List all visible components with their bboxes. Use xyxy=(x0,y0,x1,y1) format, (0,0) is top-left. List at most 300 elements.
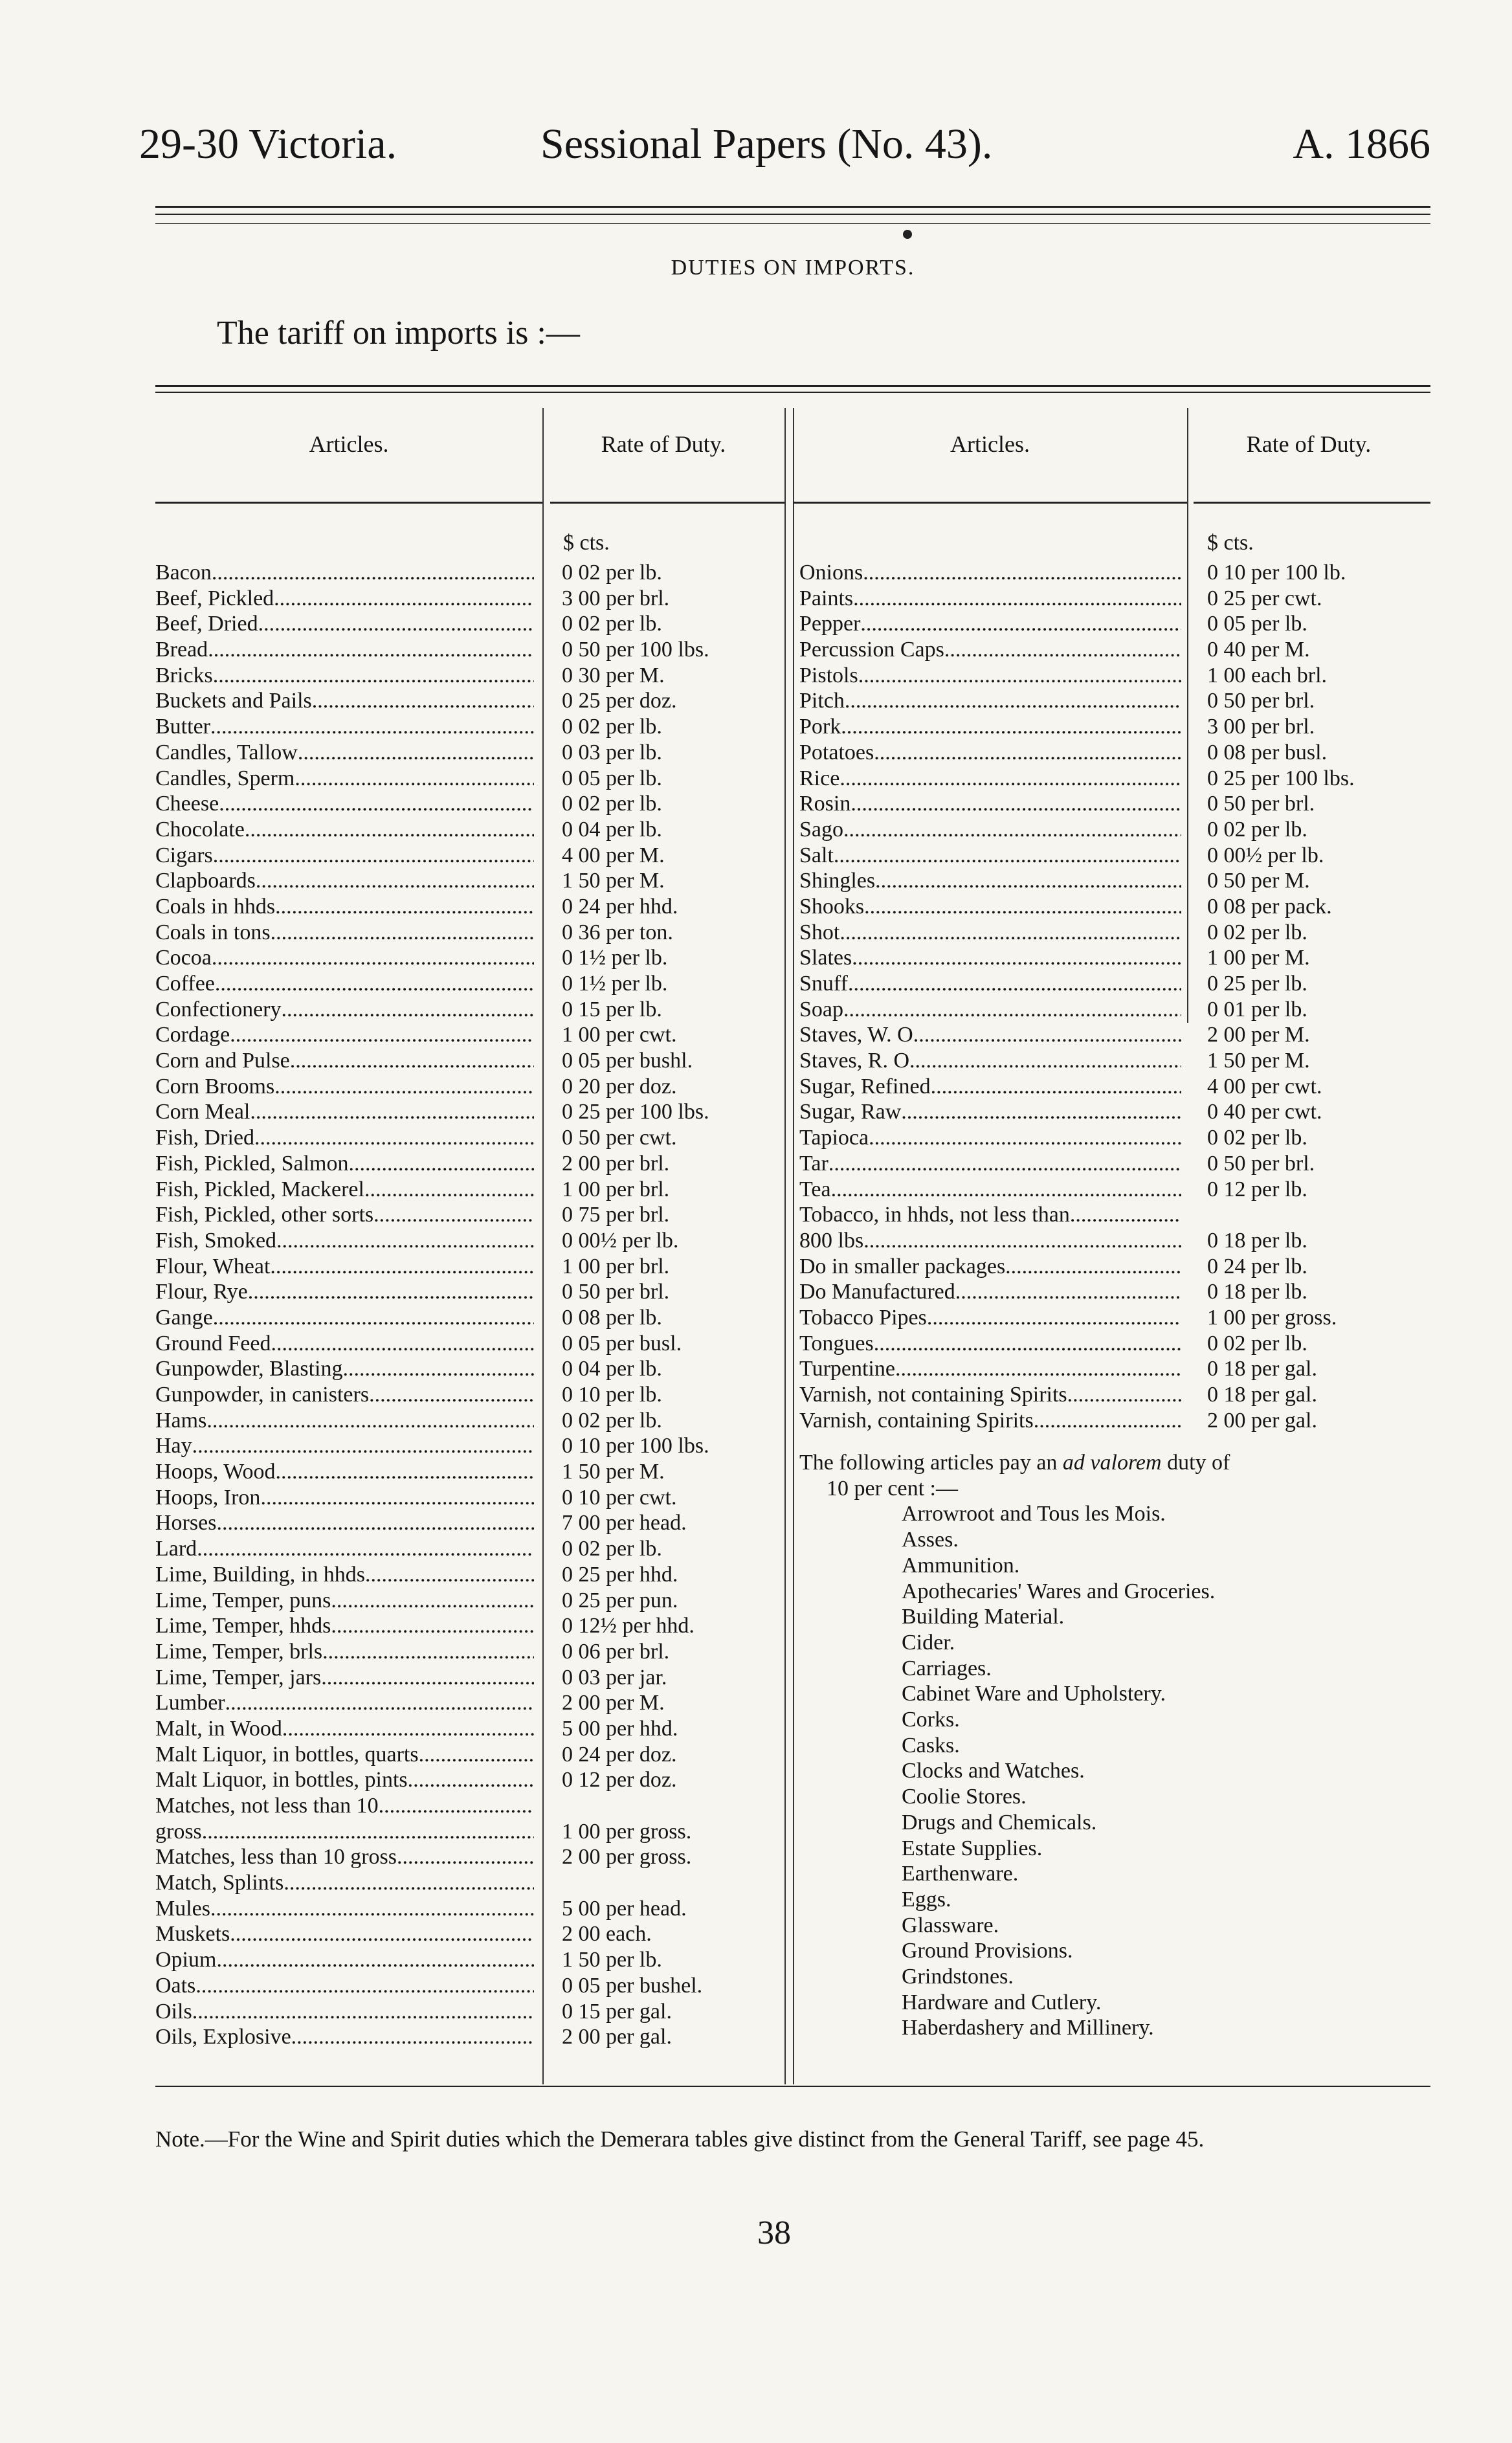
article-name: Gange xyxy=(155,1305,213,1330)
leader-dots xyxy=(864,894,1181,920)
rate-row: 0 06 per brl. xyxy=(562,1639,670,1664)
article-name: Lime, Temper, hhds xyxy=(155,1614,331,1638)
leader-dots xyxy=(225,1690,534,1716)
leader-dots xyxy=(212,945,534,971)
rate-row: 0 02 per lb. xyxy=(1207,1126,1307,1150)
article-row xyxy=(155,1099,534,1125)
article-name: Lime, Building, in hhds xyxy=(155,1562,365,1587)
ad-valorem-item: Apothecaries' Wares and Groceries. xyxy=(902,1579,1216,1603)
article-name: Tobacco Pipes xyxy=(799,1305,927,1330)
rate-row: 0 02 per lb. xyxy=(1207,1331,1307,1355)
currency-label: $ cts. xyxy=(563,531,610,555)
article-name: Snuff xyxy=(799,972,848,996)
leader-dots xyxy=(291,2024,534,2050)
article-row xyxy=(155,997,534,1023)
article-row xyxy=(155,1690,534,1716)
ad-valorem-item: Cider. xyxy=(902,1630,955,1655)
article-row xyxy=(155,1767,534,1793)
rate-row: 1 00 per gross. xyxy=(1207,1305,1337,1330)
article-name: Corn Brooms xyxy=(155,1074,275,1099)
article-row xyxy=(155,637,534,663)
article-row xyxy=(155,1485,534,1511)
leader-dots xyxy=(845,688,1181,714)
article-row xyxy=(155,971,534,997)
article-row xyxy=(799,714,1181,740)
leader-dots xyxy=(944,637,1181,663)
article-row xyxy=(799,663,1181,689)
rate-row: 0 04 per lb. xyxy=(562,817,662,842)
article-row xyxy=(155,1279,534,1305)
rate-row: 0 10 per lb. xyxy=(562,1383,662,1407)
article-name: Malt, in Wood xyxy=(155,1716,282,1741)
ad-valorem-item: Clocks and Watches. xyxy=(902,1759,1085,1783)
leader-dots xyxy=(848,971,1181,997)
article-name: Turpentine xyxy=(799,1357,895,1381)
leader-dots xyxy=(274,1074,534,1100)
left-rates-list xyxy=(562,560,782,2050)
article-name: Coffee xyxy=(155,972,215,996)
article-row xyxy=(155,1228,534,1254)
rate-row: 0 50 per 100 lbs. xyxy=(562,638,709,662)
article-row xyxy=(155,920,534,946)
rate-row: 1 50 per M. xyxy=(562,869,665,893)
leader-dots xyxy=(282,1716,534,1742)
rate-row: 1 00 each brl. xyxy=(1207,663,1328,687)
leader-dots xyxy=(192,1433,534,1459)
article-row xyxy=(799,688,1181,714)
leader-dots xyxy=(245,817,534,843)
article-row xyxy=(155,2024,534,2050)
leader-dots xyxy=(212,560,534,586)
rate-row: 0 02 per lb. xyxy=(562,612,662,636)
article-row xyxy=(155,894,534,920)
leader-dots xyxy=(863,560,1181,586)
right-rates-list xyxy=(1207,560,1430,1433)
ad-valorem-item: Building Material. xyxy=(902,1605,1065,1629)
leader-dots xyxy=(230,1921,534,1947)
article-name: Oils xyxy=(155,1999,192,2024)
leader-dots xyxy=(843,817,1181,843)
header-underline xyxy=(550,502,784,504)
rate-row: 0 50 per cwt. xyxy=(562,1126,677,1150)
leader-dots xyxy=(275,894,534,920)
column-divider xyxy=(1187,408,1188,1023)
article-row xyxy=(155,1408,534,1434)
leader-dots xyxy=(839,766,1181,792)
leader-dots xyxy=(321,1665,534,1691)
article-row xyxy=(799,1408,1181,1434)
rate-row: 0 25 per 100 lbs. xyxy=(562,1100,709,1124)
article-row xyxy=(799,817,1181,843)
leader-dots xyxy=(1067,1382,1181,1408)
article-row xyxy=(799,1048,1181,1074)
leader-dots xyxy=(373,1202,534,1228)
leader-dots xyxy=(913,1022,1181,1048)
leader-dots xyxy=(869,1125,1181,1151)
article-name: Oils, Explosive xyxy=(155,2025,291,2049)
article-name: Fish, Dried xyxy=(155,1126,254,1150)
leader-dots xyxy=(248,1279,534,1305)
leader-dots xyxy=(831,1177,1181,1203)
article-name: Confectionery xyxy=(155,997,282,1021)
ad-valorem-item: Hardware and Cutlery. xyxy=(902,1990,1102,2014)
rate-row: 0 25 per doz. xyxy=(562,689,677,713)
article-row xyxy=(799,1228,1181,1254)
ad-valorem-item: Corks. xyxy=(902,1708,960,1732)
article-row xyxy=(799,868,1181,894)
article-name: Bricks xyxy=(155,663,213,687)
article-row xyxy=(155,560,534,586)
rate-row: 0 08 per busl. xyxy=(1207,740,1328,764)
article-row xyxy=(799,637,1181,663)
article-name: Lime, Temper, jars xyxy=(155,1665,322,1690)
rate-row: 0 50 per brl. xyxy=(1207,1151,1315,1176)
rate-row: 2 00 per gal. xyxy=(1207,1408,1317,1433)
article-row xyxy=(799,1279,1181,1305)
rate-row xyxy=(1207,1202,1430,1228)
leader-dots xyxy=(271,1331,534,1357)
article-name: Gunpowder, in canisters xyxy=(155,1383,370,1407)
article-row xyxy=(155,1793,534,1819)
rate-row: 0 25 per cwt. xyxy=(1207,586,1322,610)
article-name: Hay xyxy=(155,1434,192,1458)
leader-dots xyxy=(927,1305,1181,1331)
article-name: Do Manufactured xyxy=(799,1280,955,1304)
rate-row: 0 40 per M. xyxy=(1207,638,1310,662)
leader-dots xyxy=(298,740,534,766)
rate-row: 0 25 per lb. xyxy=(1207,972,1307,996)
article-row xyxy=(799,791,1181,817)
table-top-rule xyxy=(155,385,1430,387)
ad-valorem-item: Asses. xyxy=(902,1528,959,1552)
col-header-rate: Rate of Duty. xyxy=(601,431,726,457)
article-name: Fish, Pickled, Mackerel xyxy=(155,1177,364,1201)
rate-row: 2 00 per brl. xyxy=(562,1151,670,1176)
article-name: Clapboards xyxy=(155,869,256,893)
leader-dots xyxy=(931,1074,1181,1100)
leader-dots xyxy=(852,945,1181,971)
leader-dots xyxy=(955,1279,1181,1305)
leader-dots xyxy=(379,1793,534,1819)
article-row xyxy=(799,1099,1181,1125)
article-name: Staves, R. O xyxy=(799,1049,909,1073)
article-row xyxy=(799,1382,1181,1408)
article-name: Salt xyxy=(799,843,834,867)
footnote: Note.—For the Wine and Spirit duties which the Demerara tables give distinct from the General Tariff, see page 45. xyxy=(155,2126,1205,2152)
rate-row: 0 15 per gal. xyxy=(562,1999,672,2024)
rate-row: 2 00 each. xyxy=(562,1922,652,1947)
article-row xyxy=(155,1819,534,1845)
article-row xyxy=(155,1125,534,1151)
article-name: Pepper xyxy=(799,612,861,636)
article-row xyxy=(799,997,1181,1023)
article-row xyxy=(155,1613,534,1639)
leader-dots xyxy=(348,1151,534,1177)
leader-dots xyxy=(408,1767,534,1793)
article-row xyxy=(155,1177,534,1203)
header-papers: Sessional Papers (No. 43). xyxy=(540,120,993,168)
article-name: Potatoes xyxy=(799,740,874,764)
leader-dots xyxy=(256,868,534,894)
ad-valorem-item: Coolie Stores. xyxy=(902,1785,1027,1809)
leader-dots xyxy=(270,1254,534,1280)
leader-dots xyxy=(219,791,534,817)
rate-row: 1 00 per brl. xyxy=(562,1177,670,1201)
article-name: Pitch xyxy=(799,689,845,713)
rate-row: 0 1½ per lb. xyxy=(562,972,668,996)
leader-dots xyxy=(258,611,534,637)
article-row xyxy=(155,1356,534,1382)
article-name: 800 lbs xyxy=(799,1228,864,1253)
header-session: 29-30 Victoria. xyxy=(139,120,397,168)
article-name: Coals in hhds xyxy=(155,894,276,919)
rate-row: 0 05 per bushel. xyxy=(562,1973,703,1998)
rate-row: 0 18 per lb. xyxy=(1207,1228,1307,1253)
rate-row: 1 50 per M. xyxy=(1207,1049,1310,1073)
leader-dots xyxy=(276,1459,534,1485)
tariff-table xyxy=(155,395,1430,2084)
rate-row: 0 08 per lb. xyxy=(562,1305,662,1330)
ad-valorem-item: Ground Provisions. xyxy=(902,1939,1073,1963)
article-name: Slates xyxy=(799,946,852,970)
article-row xyxy=(799,1356,1181,1382)
leader-dots xyxy=(206,1408,534,1434)
article-name: Shot xyxy=(799,920,840,944)
rate-row: 0 15 per lb. xyxy=(562,997,662,1021)
ad-valorem-item: Earthenware. xyxy=(902,1862,1019,1886)
leader-dots xyxy=(850,791,1181,817)
article-row xyxy=(155,1202,534,1228)
article-row xyxy=(799,1177,1181,1203)
article-row xyxy=(799,586,1181,612)
article-row xyxy=(155,1896,534,1922)
rate-row: 2 00 per gal. xyxy=(562,2025,672,2049)
article-row xyxy=(155,688,534,714)
article-row xyxy=(155,1947,534,1973)
leader-dots xyxy=(260,1485,534,1511)
leader-dots xyxy=(895,1356,1181,1382)
leader-dots xyxy=(858,663,1181,689)
leader-dots xyxy=(909,1048,1181,1074)
rate-row: 0 05 per bushl. xyxy=(562,1049,693,1073)
article-name: Matches, less than 10 gross xyxy=(155,1845,397,1869)
leader-dots xyxy=(197,1536,534,1562)
article-name: Corn Meal xyxy=(155,1100,250,1124)
article-name: Hoops, Iron xyxy=(155,1485,261,1510)
leader-dots xyxy=(230,1022,534,1048)
leader-dots xyxy=(343,1356,535,1382)
rate-row: 1 00 per brl. xyxy=(562,1254,670,1278)
article-row xyxy=(155,1665,534,1691)
rate-row: 5 00 per head. xyxy=(562,1896,687,1921)
ad-valorem-items xyxy=(799,1501,1430,2041)
article-name: Opium xyxy=(155,1948,217,1972)
rate-row: 0 25 per pun. xyxy=(562,1588,678,1612)
leader-dots xyxy=(312,688,534,714)
article-row xyxy=(155,1999,534,2025)
article-row xyxy=(799,1074,1181,1100)
leader-dots xyxy=(1070,1202,1181,1228)
left-articles-list xyxy=(155,560,534,2050)
article-row xyxy=(155,1382,534,1408)
leader-dots xyxy=(208,637,534,663)
article-row xyxy=(155,1459,534,1485)
article-row xyxy=(155,740,534,766)
article-name: Buckets and Pails xyxy=(155,689,312,713)
leader-dots xyxy=(210,1896,534,1922)
leader-dots xyxy=(1005,1254,1181,1280)
ad-valorem-item: Grindstones. xyxy=(902,1965,1014,1989)
ad-valorem-item: Glassware. xyxy=(902,1913,999,1937)
article-name: Percussion Caps xyxy=(799,638,944,662)
leader-dots xyxy=(195,1973,534,1999)
ad-valorem-intro-line2: 10 per cent :— xyxy=(827,1476,958,1500)
leader-dots xyxy=(215,971,534,997)
ad-valorem-item: Haberdashery and Millinery. xyxy=(902,2016,1154,2040)
rate-row: 0 40 per cwt. xyxy=(1207,1100,1322,1124)
article-row xyxy=(799,1254,1181,1280)
rate-row: 0 00½ per lb. xyxy=(562,1228,679,1253)
rate-row: 0 50 per brl. xyxy=(562,1280,670,1304)
article-row xyxy=(155,1305,534,1331)
ad-valorem-item: Eggs. xyxy=(902,1887,951,1912)
leader-dots xyxy=(192,1999,534,2025)
leader-dots xyxy=(216,1947,534,1973)
leader-dots xyxy=(875,868,1181,894)
leader-dots xyxy=(365,1562,534,1588)
article-row xyxy=(799,894,1181,920)
leader-dots xyxy=(282,997,535,1023)
leader-dots xyxy=(331,1613,534,1639)
article-row xyxy=(799,843,1181,869)
leader-dots xyxy=(202,1819,534,1845)
leader-dots xyxy=(290,1048,534,1074)
article-name: Fish, Pickled, Salmon xyxy=(155,1151,349,1176)
article-row xyxy=(155,1074,534,1100)
leader-dots xyxy=(397,1844,534,1870)
leader-dots xyxy=(331,1588,534,1614)
article-name: Hoops, Wood xyxy=(155,1460,276,1484)
rate-row: 0 10 per cwt. xyxy=(562,1485,677,1510)
leader-dots xyxy=(834,843,1181,869)
article-name: Mules xyxy=(155,1896,210,1921)
article-row xyxy=(799,1151,1181,1177)
leader-dots xyxy=(863,1228,1181,1254)
ad-valorem-item: Ammunition. xyxy=(902,1553,1020,1578)
rate-row: 0 01 per lb. xyxy=(1207,997,1307,1021)
article-name: Cordage xyxy=(155,1023,230,1047)
leader-dots xyxy=(369,1382,534,1408)
rate-row: 0 1½ per lb. xyxy=(562,946,668,970)
article-name: Do in smaller packages xyxy=(799,1254,1006,1278)
rate-row: 0 05 per busl. xyxy=(562,1331,682,1355)
rate-row xyxy=(562,1870,782,1896)
ad-valorem-item: Arrowroot and Tous les Mois. xyxy=(902,1502,1166,1526)
article-name: Coals in tons xyxy=(155,920,271,944)
rate-row: 0 12 per lb. xyxy=(1207,1177,1307,1201)
article-name: Malt Liquor, in bottles, pints xyxy=(155,1768,408,1792)
article-row xyxy=(155,791,534,817)
article-row xyxy=(155,1639,534,1665)
col-header-articles: Articles. xyxy=(309,431,389,457)
rate-row: 4 00 per cwt. xyxy=(1207,1074,1322,1099)
ad-valorem-section xyxy=(799,1450,1430,2041)
article-name: Candles, Sperm xyxy=(155,766,295,790)
ad-valorem-item: Drugs and Chemicals. xyxy=(902,1810,1097,1835)
rate-row: 1 50 per lb. xyxy=(562,1948,662,1972)
article-name: Rice xyxy=(799,766,840,790)
article-row xyxy=(155,663,534,689)
rate-row: 0 05 per lb. xyxy=(562,766,662,790)
article-row xyxy=(155,1921,534,1947)
article-name: Shooks xyxy=(799,894,865,919)
article-row xyxy=(155,1742,534,1768)
header-underline xyxy=(155,502,542,504)
article-row xyxy=(155,868,534,894)
rate-row: 0 08 per pack. xyxy=(1207,894,1332,919)
article-row xyxy=(155,1048,534,1074)
article-name: Sugar, Raw xyxy=(799,1100,902,1124)
article-name: Tongues xyxy=(799,1331,874,1355)
article-row xyxy=(799,766,1181,792)
rate-row: 0 02 per lb. xyxy=(562,1537,662,1561)
leader-dots xyxy=(276,1228,534,1254)
rate-row: 2 00 per M. xyxy=(562,1691,665,1715)
leader-dots xyxy=(828,1151,1181,1177)
article-name: Lime, Temper, puns xyxy=(155,1588,331,1612)
article-name: Butter xyxy=(155,715,210,739)
leader-dots xyxy=(254,1125,534,1151)
leader-dots xyxy=(284,1870,534,1896)
leader-dots xyxy=(853,586,1181,612)
article-row xyxy=(799,1305,1181,1331)
currency-label: $ cts. xyxy=(1207,531,1254,555)
article-name: Bacon xyxy=(155,561,212,585)
rate-row: 0 20 per doz. xyxy=(562,1074,677,1099)
article-row xyxy=(155,611,534,637)
rate-row: 0 18 per gal. xyxy=(1207,1383,1317,1407)
article-row xyxy=(155,817,534,843)
article-name: Match, Splints xyxy=(155,1871,284,1895)
rate-row: 1 00 per gross. xyxy=(562,1819,692,1844)
article-name: Tapioca xyxy=(799,1126,869,1150)
article-row xyxy=(799,920,1181,946)
intro-text: The tariff on imports is :— xyxy=(217,315,580,351)
rate-row xyxy=(562,1793,782,1819)
table-top-rule-thin xyxy=(155,392,1430,393)
header-rule-thin xyxy=(155,214,1430,215)
article-name: Varnish, not containing Spirits xyxy=(799,1383,1067,1407)
article-row xyxy=(799,971,1181,997)
rate-row: 0 12½ per hhd. xyxy=(562,1614,695,1638)
leader-dots xyxy=(843,997,1181,1023)
article-row xyxy=(155,1254,534,1280)
article-row xyxy=(155,766,534,792)
article-name: Pistols xyxy=(799,663,858,687)
article-name: Corn and Pulse xyxy=(155,1049,290,1073)
header-underline xyxy=(1194,502,1430,504)
article-name: Flour, Rye xyxy=(155,1280,248,1304)
rate-row: 3 00 per brl. xyxy=(1207,715,1315,739)
column-divider xyxy=(542,408,544,2084)
article-name: Cigars xyxy=(155,843,213,867)
article-row xyxy=(155,1844,534,1870)
rate-row: 0 18 per gal. xyxy=(1207,1357,1317,1381)
header-rule-hair xyxy=(155,223,1430,224)
article-row xyxy=(799,611,1181,637)
header-underline xyxy=(793,502,1187,504)
rate-row: 0 50 per brl. xyxy=(1207,689,1315,713)
